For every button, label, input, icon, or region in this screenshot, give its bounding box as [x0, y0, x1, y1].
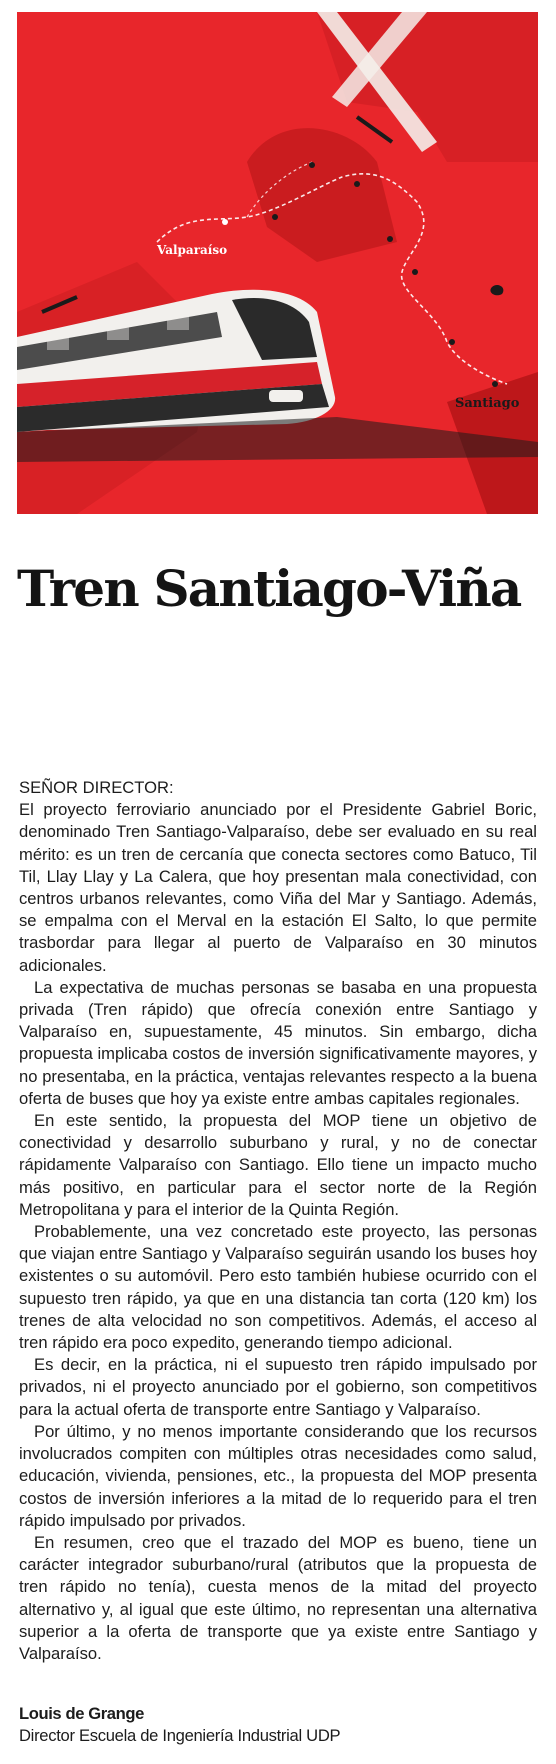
- map-label-valparaiso: Valparaíso: [157, 243, 228, 257]
- paragraph-3: En este sentido, la propuesta del MOP tiene un objetivo de conectividad y desarrollo suburbano y rural, y no de conectar rápidamente Valparaíso con Santiago. Ello tiene un impacto mucho más positivo, en particular para el sector norte de la Región Metropolitana y para el interior de la Quinta Región.: [19, 1111, 537, 1219]
- paragraph-1: El proyecto ferroviario anunciado por el Presidente Gabriel Boric, denominado Tren Santiago-Valparaíso, debe ser evaluado en su real mérito: es un tren de cercanía que conecta sectores como Batuco, Til Til, Llay Llay y La Calera, que hoy presentan mala conectividad, con centros urbanos relevantes, como Viña del Mar y Santiago. Además, se empalma con el Merval en la estación El Salto, lo que permite trasbordar para llegar al puerto de Valparaíso en 30 minutos adicionales.: [19, 800, 537, 975]
- train-illustration: [17, 12, 538, 514]
- salutation: SEÑOR DIRECTOR:: [19, 778, 174, 797]
- paragraph-6: Por último, y no menos importante considerando que los recursos involucrados compiten con múltiples otras necesidades como salud, educación, vivienda, pensiones, etc., la propuesta del MOP presenta costos de inversión inferiores a la mitad de lo requerido para el tren rápido impulsado por privados.: [19, 1421, 537, 1530]
- train-map-graphic: [17, 12, 538, 514]
- map-label-santiago: Santiago: [455, 396, 520, 411]
- signature-block: [19, 1703, 537, 1747]
- article-title: Tren Santiago-Viña: [17, 559, 521, 618]
- letter-body: [19, 777, 537, 1665]
- paragraph-7: En resumen, creo que el trazado del MOP es bueno, tiene un carácter integrador suburbano/rural (atributos que la propuesta de tren rápido no tenía), cuesta menos de la mitad del proyecto alternativo y, al igual que este último, no representan una alternativa superior a la oferta de transporte que ya existe entre Santiago y Valparaíso.: [19, 1532, 537, 1663]
- paragraph-5: Es decir, en la práctica, ni el supuesto tren rápido impulsado por privados, ni el proyecto anunciado por el gobierno, son competitivos para la actual oferta de transporte entre Santiago y Valparaíso.: [19, 1355, 537, 1419]
- paragraph-2: La expectativa de muchas personas se basaba en una propuesta privada (Tren rápido) que ofrecía conexión entre Santiago y Valparaíso en, supuestamente, 45 minutos. Sin embargo, dicha propuesta implicaba costos de inversión significativamente mayores, y no presentaba, en la práctica, ventajas relevantes respecto a la buena oferta de buses que hoy ya existe entre ambas capitales regionales.: [19, 977, 537, 1108]
- author-name: Louis de Grange: [19, 1704, 144, 1723]
- paragraph-4: Probablemente, una vez concretado este proyecto, las personas que viajan entre Santiago y Valparaíso seguirán usando los buses hoy existentes o su automóvil. Pero esto también hubiese ocurrido con el supuesto tren rápido, ya que en una distancia tan corta (120 km) los trenes de alta velocidad no son competitivos. Además, el acceso al tren rápido era poco expedito, generando tiempo adicional.: [19, 1222, 537, 1353]
- author-title: Director Escuela de Ingeniería Industrial UDP: [19, 1726, 341, 1745]
